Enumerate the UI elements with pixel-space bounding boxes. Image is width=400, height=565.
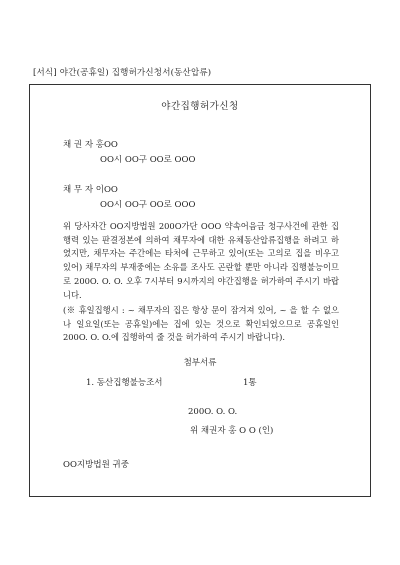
body-paragraph: 위 당사자간 OO지방법원 200O가단 OOO 약속어음금 청구사건에 관한 집행력 있는 판결정본에 의하여 채무자에 대한 유체동산압류집행을 하려고 하였지만, 채무자는 주간에는 타처에 근무하고 있어(또는 고의로 집을 비우고 있어) 채무자의 부재중에는 소유를 조사도 곤란할 뿐만 아니라 집행불능이므로 200O. O. O. 오후 7시부터 9시까지의 야간집행을 허가하여 주시기 바랍니다. [63, 221, 339, 300]
creditor-address: OO시 OO구 OO로 OOO [100, 155, 196, 165]
attachment-count: 1통 [243, 378, 257, 388]
applicant-signature: 위 채권자 홍 O O (인) [190, 426, 274, 436]
attachment-item: 1. 동산집행불능조서 [86, 378, 163, 388]
attachment-heading: 첨부서류 [183, 358, 217, 368]
document-title: 야간집행허가신청 [161, 101, 239, 112]
holiday-note: (※ 휴일집행시 : ~ 채무자의 집은 항상 문이 잠겨져 있어, ~ 을 할 수 없으나 일요일(또는 공휴일)에는 집에 있는 것으로 확인되었으므로 공휴일인 200O. O. O.에 집행하여 줄 것을 허가하여 주시기 바랍니다). [63, 305, 339, 343]
creditor-line: 채 권 자 홍OO [63, 140, 118, 150]
form-caption: [서식] 야간(공휴일) 집행허가신청서(동산압류) [33, 68, 212, 78]
debtor-line: 채 무 자 이OO [63, 185, 118, 195]
debtor-address: OO시 OO구 OO로 OOO [100, 200, 196, 210]
filing-date: 200O. O. O. [188, 407, 238, 417]
court-addressee: OO지방법원 귀중 [63, 460, 129, 470]
